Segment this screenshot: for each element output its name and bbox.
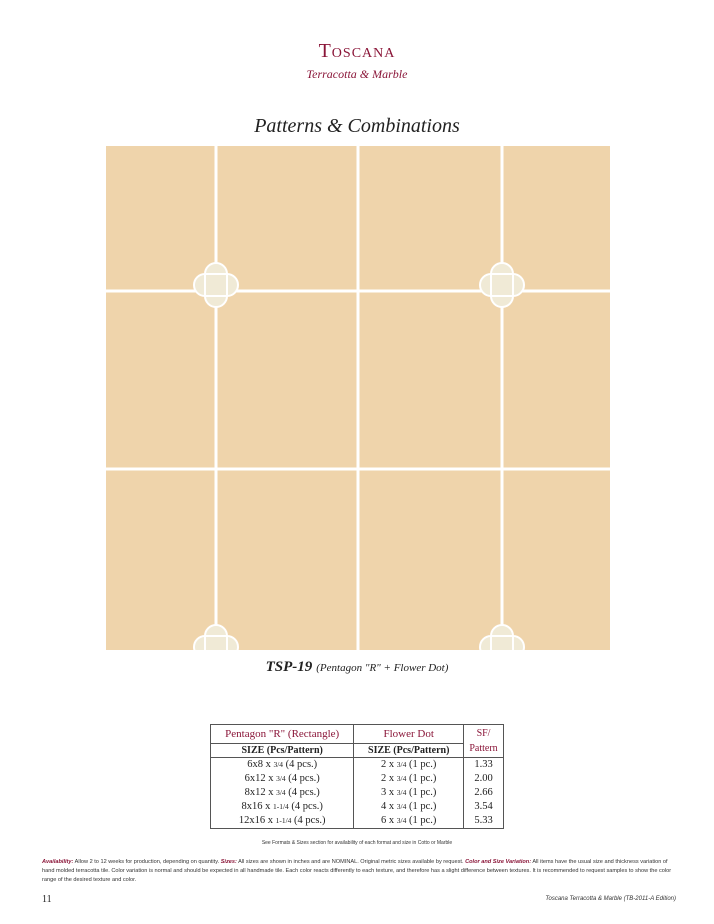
flower-size-cell: 6 x 3/4 (1 pc.) <box>354 814 464 829</box>
sf-header-line1: SF/ <box>476 728 491 739</box>
col-header-flower-dot: Flower Dot <box>354 725 464 744</box>
sf-cell: 3.54 <box>464 800 504 814</box>
availability-text: Allow 2 to 12 weeks for production, depending on quantity. <box>73 859 221 865</box>
brand-tagline: Terracotta & Marble <box>306 67 408 81</box>
section-title: Patterns & Combinations <box>254 115 460 137</box>
format-footnote: See Formats & Sizes section for availability of each format and size in Cotto or Marble <box>261 840 453 846</box>
flower-size-cell: 2 x 3/4 (1 pc.) <box>354 758 464 773</box>
pentagon-size-cell: 6x12 x 3/4 (4 pcs.) <box>211 772 354 786</box>
variation-label: Color and Size Variation: <box>465 859 532 865</box>
subheader-flower-size: SIZE (Pcs/Pattern) <box>354 744 464 758</box>
pentagon-size-cell: 12x16 x 1-1/4 (4 pcs.) <box>211 814 354 829</box>
page-number: 11 <box>42 894 52 905</box>
pentagon-size-cell: 8x12 x 3/4 (4 pcs.) <box>211 786 354 800</box>
table-row <box>211 758 504 773</box>
subheader-pentagon-size: SIZE (Pcs/Pattern) <box>211 744 354 758</box>
brand-name: Toscana <box>318 40 396 62</box>
pentagon-size-cell: 8x16 x 1-1/4 (4 pcs.) <box>211 800 354 814</box>
sizes-text: All sizes are shown in inches and are NOMINAL. Original metric sizes available by request. <box>236 859 466 865</box>
sf-cell: 2.00 <box>464 772 504 786</box>
table-row <box>211 814 504 829</box>
pattern-illustration <box>106 146 610 650</box>
sf-cell: 2.66 <box>464 786 504 800</box>
pattern-description: (Pentagon "R" + Flower Dot) <box>316 662 449 674</box>
pentagon-size-cell: 6x8 x 3/4 (4 pcs.) <box>211 758 354 773</box>
sf-cell: 5.33 <box>464 814 504 829</box>
table-row <box>211 800 504 814</box>
edition-label: Toscana Terracotta & Marble (TB-2011-A Edition) <box>545 896 676 902</box>
flower-size-cell: 3 x 3/4 (1 pc.) <box>354 786 464 800</box>
pattern-caption <box>0 658 714 676</box>
availability-label: Availability: <box>42 859 74 865</box>
flower-size-cell: 2 x 3/4 (1 pc.) <box>354 772 464 786</box>
sf-cell: 1.33 <box>464 758 504 773</box>
size-table <box>210 724 504 829</box>
pattern-code: TSP-19 <box>265 659 313 675</box>
sizes-label: Sizes: <box>220 859 237 865</box>
sf-header-line2: Pattern <box>469 743 498 754</box>
availability-note <box>42 858 676 885</box>
flower-size-cell: 4 x 3/4 (1 pc.) <box>354 800 464 814</box>
col-header-sf <box>464 725 504 758</box>
col-header-pentagon: Pentagon "R" (Rectangle) <box>211 725 354 744</box>
table-row <box>211 772 504 786</box>
variation-text: All items have the usual size and thickness variation of hand molded terracotta tile. Color variation is normal and should be expected in all handmade tile. Each color reacts differently to each texture, and therefore has a slight difference between textures. It is recommended to request samples to show the color range of the desired texture and color. <box>42 859 672 883</box>
table-row <box>211 786 504 800</box>
